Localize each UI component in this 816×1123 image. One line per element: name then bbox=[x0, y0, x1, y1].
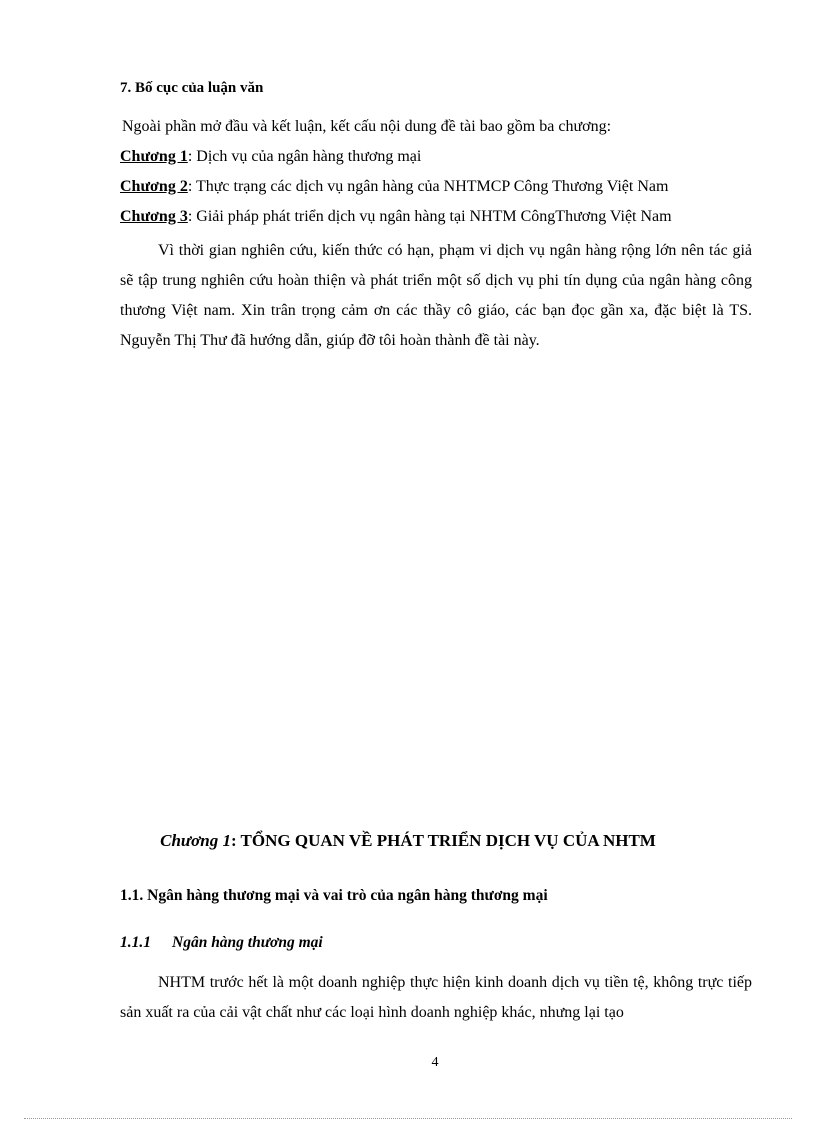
chapter-label: Chương 1 bbox=[120, 148, 188, 165]
heading-title: Ngân hàng thương mại bbox=[172, 934, 323, 951]
heading-1-1-1 bbox=[120, 934, 323, 952]
heading-1-1: 1.1. Ngân hàng thương mại và vai trò của ngân hàng thương mại bbox=[120, 887, 548, 904]
chapter-item-2 bbox=[120, 178, 668, 196]
body-paragraph: NHTM trước hết là một doanh nghiệp thực hiện kinh doanh dịch vụ tiền tệ, không trực tiếp sản xuất ra của cải vật chất như các loại hình doanh nghiệp khác, nhưng lại tạo bbox=[120, 974, 752, 1021]
chapter-1-title bbox=[0, 831, 816, 851]
chapter-title-rest: : TỔNG QUAN VỀ PHÁT TRIỂN DỊCH VỤ CỦA NHTM bbox=[230, 831, 656, 850]
chapter-text: : Giải pháp phát triển dịch vụ ngân hàng tại NHTM CôngThương Việt Nam bbox=[187, 208, 672, 225]
chapter-item-3 bbox=[120, 208, 672, 226]
chapter-label: Chương 2 bbox=[120, 178, 188, 195]
page-bottom-divider bbox=[24, 1118, 792, 1119]
page-number: 4 bbox=[431, 1055, 439, 1070]
chapter-text: : Thực trạng các dịch vụ ngân hàng của NHTMCP Công Thương Việt Nam bbox=[187, 178, 669, 195]
chapter-text: : Dịch vụ của ngân hàng thương mại bbox=[187, 148, 422, 165]
section-heading-structure: 7. Bố cục của luận văn bbox=[120, 80, 264, 96]
closing-paragraph: Vì thời gian nghiên cứu, kiến thức có hạn, phạm vi dịch vụ ngân hàng rộng lớn nên tác giả sẽ tập trung nghiên cứu hoàn thiện và phát triển một số dịch vụ phi tín dụng của ngân hàng công thương Việt nam. Xin trân trọng cảm ơn các thầy cô giáo, các bạn đọc gần xa, đặc biệt là TS. Nguyễn Thị Thư đã hướng dẫn, giúp đỡ tôi hoàn thành đề tài này. bbox=[120, 242, 752, 349]
heading-number: 1.1.1 bbox=[120, 934, 151, 951]
chapter-title-prefix: Chương 1 bbox=[160, 831, 231, 850]
intro-line: Ngoài phần mở đầu và kết luận, kết cấu nội dung đề tài bao gồm ba chương: bbox=[122, 118, 612, 135]
chapter-item-1 bbox=[120, 148, 421, 166]
chapter-label: Chương 3 bbox=[120, 208, 188, 225]
